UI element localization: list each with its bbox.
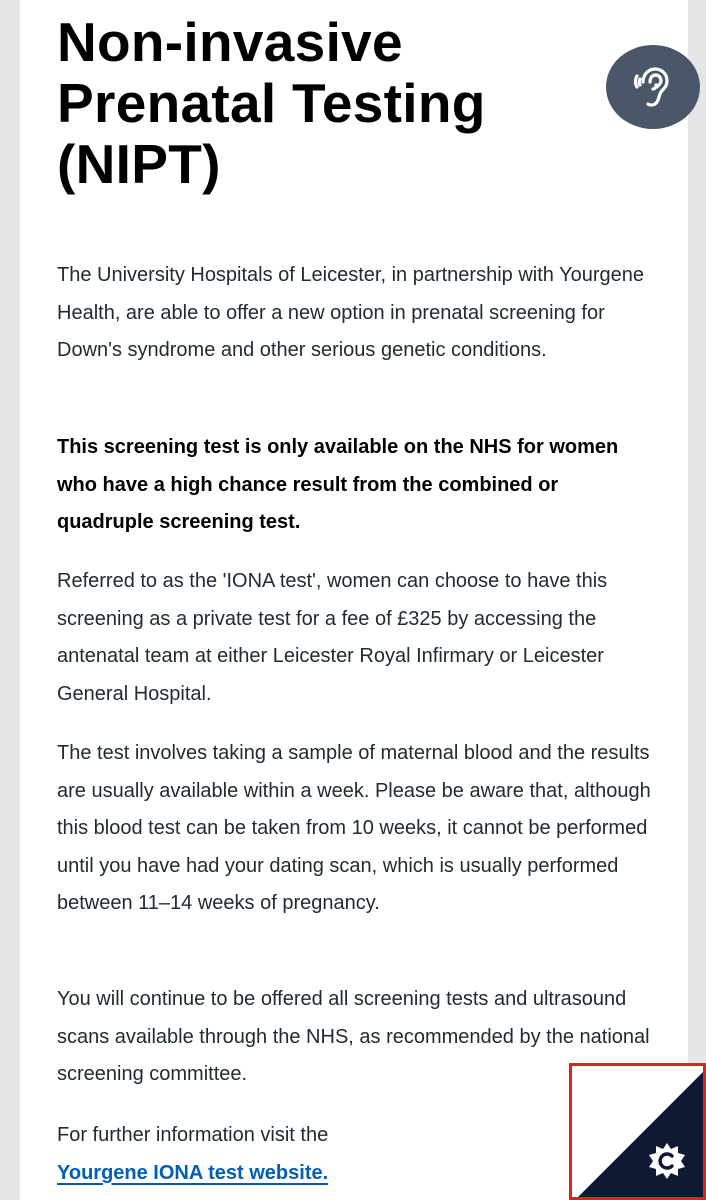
procedure-paragraph: The test involves taking a sample of maternal blood and the results are usually available within a week. Please be aware that, although this blood test can be taken from 10 weeks, it cannot be performed until you have had your dating scan, which is usually performed between 11–14 weeks of pregnancy. xyxy=(57,742,651,914)
listen-button[interactable] xyxy=(606,45,700,129)
further-info-text: For further information visit the xyxy=(57,1124,329,1146)
cookie-corner-graphic xyxy=(572,1066,706,1200)
page-shell xyxy=(20,0,688,1200)
intro-paragraph: The University Hospitals of Leicester, in partnership with Yourgene Health, are able to offer a new option in prenatal screening for Down's syndrome and other serious genetic conditions. xyxy=(57,264,644,361)
further-info-paragraph xyxy=(57,1117,657,1192)
continue-screening-paragraph: You will continue to be offered all screening tests and ultrasound scans available through the NHS, as recommended by the national screening committee. xyxy=(57,988,650,1085)
article xyxy=(57,0,657,1184)
page-title: Non-invasive Prenatal Testing (NIPT) xyxy=(57,11,486,195)
private-test-paragraph: Referred to as the 'IONA test', women can choose to have this screening as a private test for a fee of £325 by accessing the antenatal team at either Leicester Royal Infirmary or Leicester General Hospital. xyxy=(57,570,608,705)
eligibility-paragraph: This screening test is only available on the NHS for women who have a high chance result from the combined or quadruple screening test. xyxy=(57,436,619,533)
ear-icon xyxy=(629,63,677,111)
yourgene-iona-link[interactable]: Yourgene IONA test website. xyxy=(57,1161,329,1184)
cookie-settings-button[interactable] xyxy=(569,1063,706,1200)
